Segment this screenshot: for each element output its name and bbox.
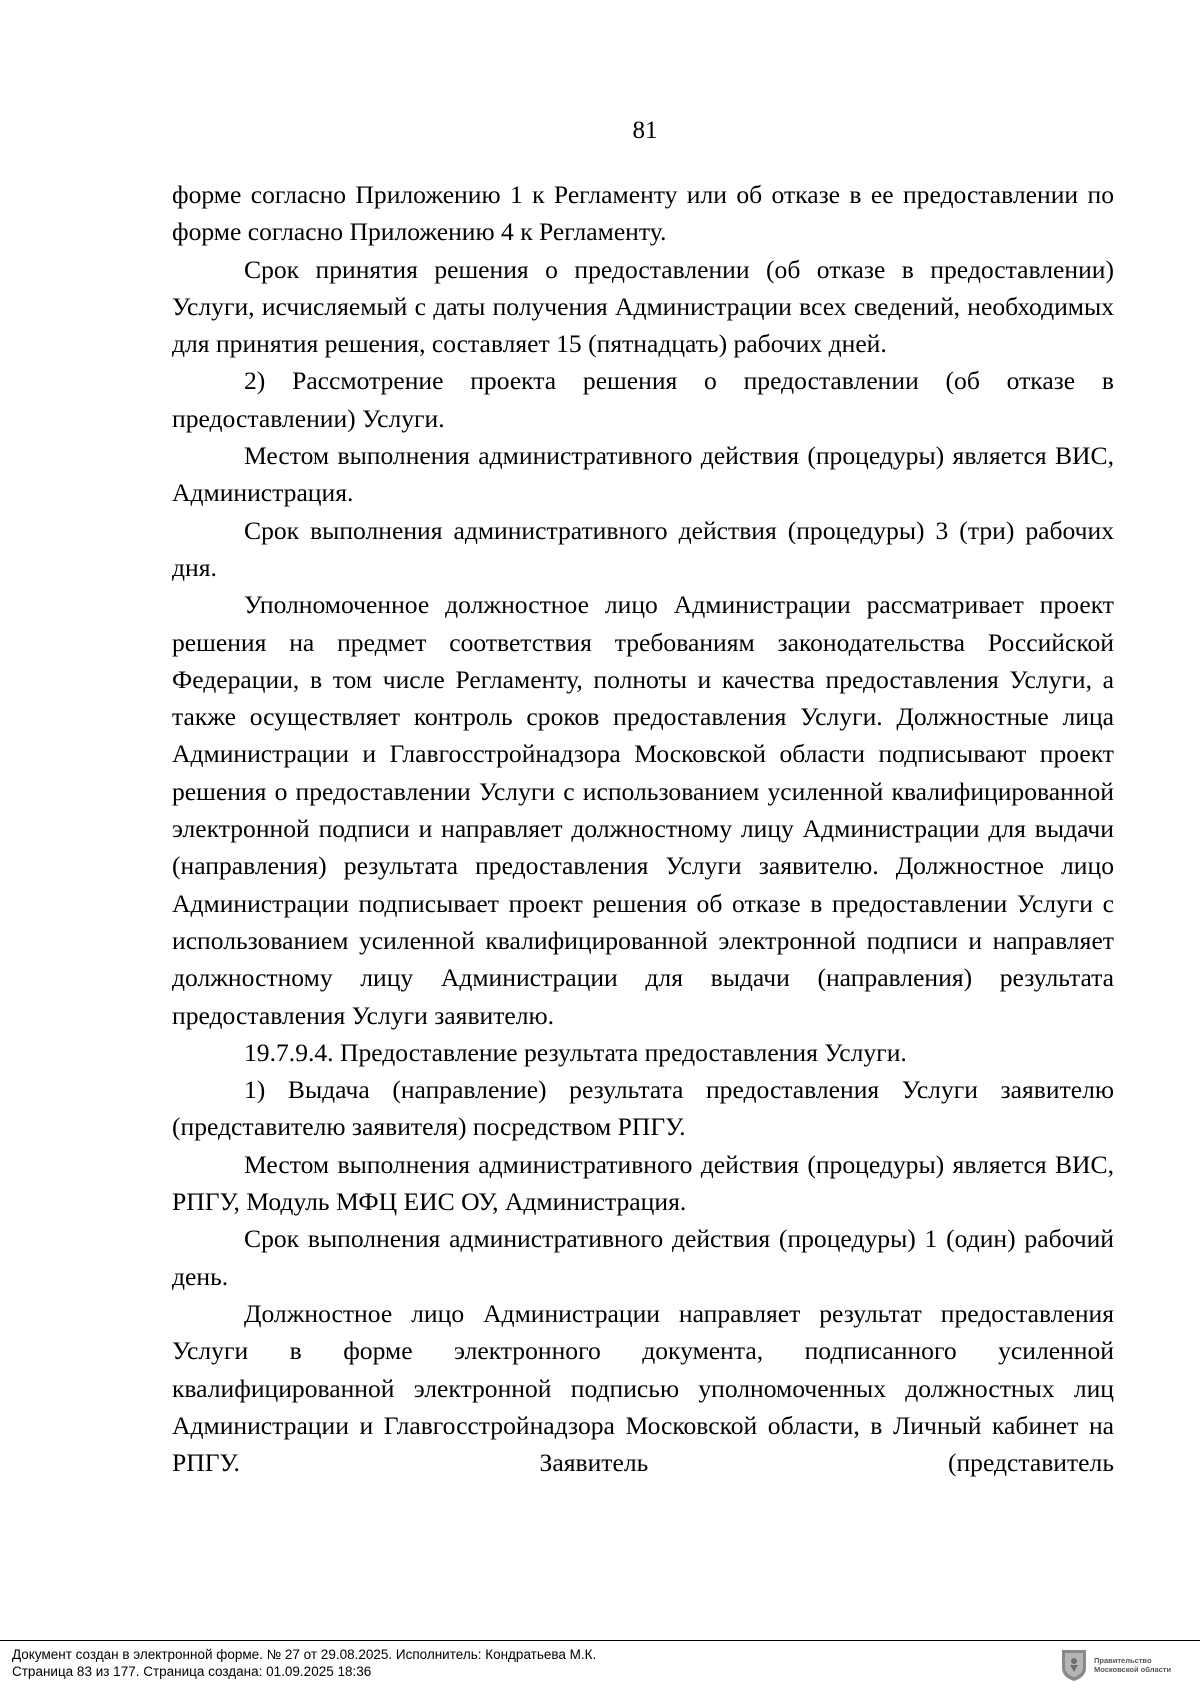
footer-document-info: Документ создан в электронной форме. № 27 от 29.08.2025. Исполнитель: Кондратьева М.К. [12, 1647, 597, 1662]
government-logo [1060, 1645, 1190, 1685]
footer-info [12, 1646, 1042, 1680]
logo-caption: Правительство Московской области [1094, 1656, 1172, 1674]
paragraph: Местом выполнения административного действия (процедуры) является ВИС, Администрация. [172, 441, 1114, 508]
footer-divider [0, 1640, 1200, 1641]
document-body [172, 176, 1114, 1481]
paragraph: 1) Выдача (направление) результата предоставления Услуги заявителю (представителю заявителя) посредством РПГУ. [172, 1075, 1114, 1142]
paragraph: Срок выполнения административного действия (процедуры) 3 (три) рабочих дня. [172, 515, 1114, 582]
moscow-region-emblem-icon [1060, 1648, 1088, 1682]
paragraph: форме согласно Приложению 1 к Регламенту или об отказе в ее предоставлении по форме согласно Приложению 4 к Регламенту. [172, 180, 1114, 247]
paragraph: 2) Рассмотрение проекта решения о предоставлении (об отказе в предоставлении) Услуги. [172, 366, 1114, 433]
paragraph: Уполномоченное должностное лицо Администрации рассматривает проект решения на предмет соответствия требованиям законодательства Российской Федерации, в том числе Регламенту, полноты и качества предоставления Услуги, а также осуществляет контроль сроков предоставления Услуги. Должностные лица Администрации и Главгосстройнадзора Московской области подписывают проект решения о предоставлении Услуги с использованием усиленной квалифицированной электронной подписи и направляет должностному лицу Администрации для выдачи (направления) результата предоставления Услуги заявителю. Должностное лицо Администрации подписывает проект решения об отказе в предоставлении Услуги с использованием усиленной квалифицированной электронной подписи и направляет должностному лицу Администрации для выдачи (направления) результата предоставления Услуги заявителю. [172, 590, 1114, 1030]
paragraph: Срок выполнения административного действия (процедуры) 1 (один) рабочий день. [172, 1224, 1114, 1291]
footer-page-info: Страница 83 из 177. Страница создана: 01.09.2025 18:36 [12, 1664, 372, 1679]
paragraph: Должностное лицо Администрации направляет результат предоставления Услуги в форме электронного документа, подписанного усиленной квалифицированной электронной подписью уполномоченных должностных лиц Администрации и Главгосстройнадзора Московской области, в Личный кабинет на РПГУ. Заявитель (представитель [172, 1298, 1114, 1478]
page-number: 81 [632, 117, 658, 144]
paragraph: Местом выполнения административного действия (процедуры) является ВИС, РПГУ, Модуль МФЦ ЕИС ОУ, Администрация. [172, 1149, 1114, 1217]
paragraph: Срок принятия решения о предоставлении (об отказе в предоставлении) Услуги, исчисляемый с даты получения Администрации всех сведений, необходимых для принятия решения, составляет 15 (пятнадцать) рабочих дней. [172, 254, 1114, 359]
paragraph: 19.7.9.4. Предоставление результата предоставления Услуги. [244, 1037, 907, 1067]
